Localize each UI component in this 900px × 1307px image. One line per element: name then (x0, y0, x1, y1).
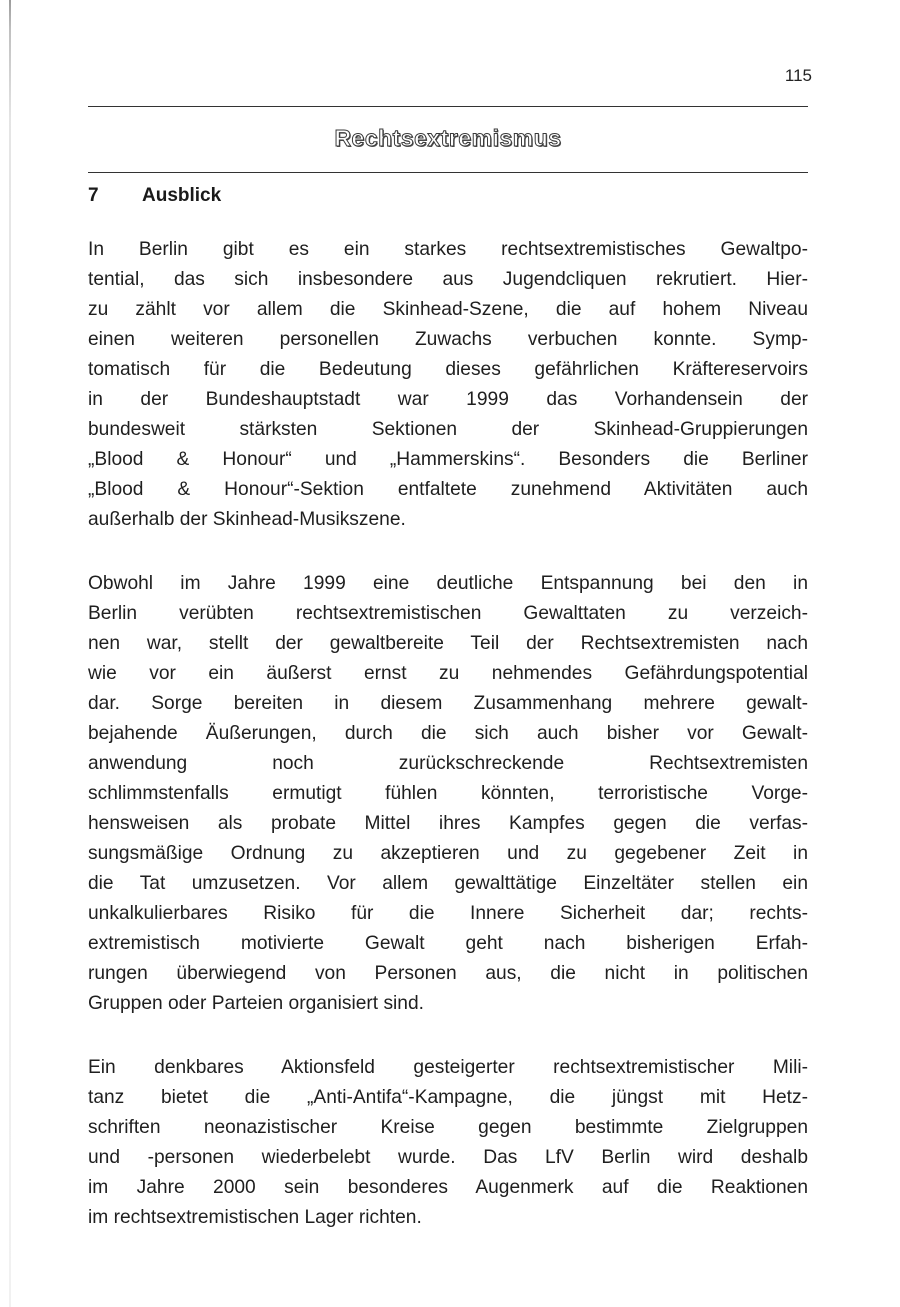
text-line: extremistisch motivierte Gewalt geht nach bisherigen Erfah- (88, 933, 808, 954)
text-line: nen war, stellt der gewaltbereite Teil der Rechtsextremisten nach (88, 633, 808, 654)
text-line: anwendung noch zurückschreckende Rechtsextremisten (88, 753, 808, 774)
text-line: tential, das sich insbesondere aus Jugendcliquen rekrutiert. Hier- (88, 269, 808, 290)
text-line: schlimmstenfalls ermutigt fühlen könnten, terroristische Vorge- (88, 783, 808, 804)
section-title: Ausblick (142, 185, 222, 206)
text-line: tanz bietet die „Anti-Antifa“-Kampagne, die jüngst mit Hetz- (88, 1087, 808, 1108)
text-line: außerhalb der Skinhead-Musikszene. (88, 509, 406, 530)
text-line: in der Bundeshauptstadt war 1999 das Vorhandensein der (88, 389, 808, 410)
text-line: im rechtsextremistischen Lager richten. (88, 1207, 422, 1228)
text-line: die Tat umzusetzen. Vor allem gewalttätige Einzeltäter stellen ein (88, 873, 808, 894)
text-line: und -personen wiederbelebt wurde. Das LfV Berlin wird deshalb (88, 1147, 808, 1168)
text-line: tomatisch für die Bedeutung dieses gefährlichen Kräftereservoirs (88, 359, 808, 380)
scan-edge-shadow (9, 0, 11, 1307)
paragraph (88, 1053, 808, 1233)
body-text (88, 235, 808, 1267)
text-line: einen weiteren personellen Zuwachs verbuchen konnte. Symp- (88, 329, 808, 350)
text-line: wie vor ein äußerst ernst zu nehmendes Gefährdungspotential (88, 663, 808, 684)
text-line: zu zählt vor allem die Skinhead-Szene, die auf hohem Niveau (88, 299, 808, 320)
paragraph (88, 235, 808, 535)
section-heading (88, 185, 221, 207)
text-line: „Blood & Honour“ und „Hammerskins“. Besonders die Berliner (88, 449, 808, 470)
text-line: schriften neonazistischer Kreise gegen bestimmte Zielgruppen (88, 1117, 808, 1138)
text-line: Ein denkbares Aktionsfeld gesteigerter rechtsextremistischer Mili- (88, 1057, 808, 1078)
header-rule-top (88, 106, 808, 107)
page-number: 115 (784, 66, 812, 85)
text-line: bundesweit stärksten Sektionen der Skinhead-Gruppierungen (88, 419, 808, 440)
section-number: 7 (88, 185, 99, 206)
text-line: rungen überwiegend von Personen aus, die nicht in politischen (88, 963, 808, 984)
text-line: sungsmäßige Ordnung zu akzeptieren und zu gegebener Zeit in (88, 843, 808, 864)
text-line: im Jahre 2000 sein besonderes Augenmerk auf die Reaktionen (88, 1177, 808, 1198)
text-line: dar. Sorge bereiten in diesem Zusammenhang mehrere gewalt- (88, 693, 808, 714)
text-line: Berlin verübten rechtsextremistischen Gewalttaten zu verzeich- (88, 603, 808, 624)
text-line: bejahende Äußerungen, durch die sich auch bisher vor Gewalt- (88, 723, 808, 744)
text-line: unkalkulierbares Risiko für die Innere Sicherheit dar; rechts- (88, 903, 808, 924)
text-line: hensweisen als probate Mittel ihres Kampfes gegen die verfas- (88, 813, 808, 834)
text-line: Gruppen oder Parteien organisiert sind. (88, 993, 424, 1014)
text-line: In Berlin gibt es ein starkes rechtsextremistisches Gewaltpo- (88, 239, 808, 260)
text-line: „Blood & Honour“-Sektion entfaltete zunehmend Aktivitäten auch (88, 479, 808, 500)
running-head: Rechtsextremismus (334, 125, 562, 151)
paragraph (88, 569, 808, 1019)
text-line: Obwohl im Jahre 1999 eine deutliche Entspannung bei den in (88, 573, 808, 594)
header-rule-bottom (88, 172, 808, 173)
